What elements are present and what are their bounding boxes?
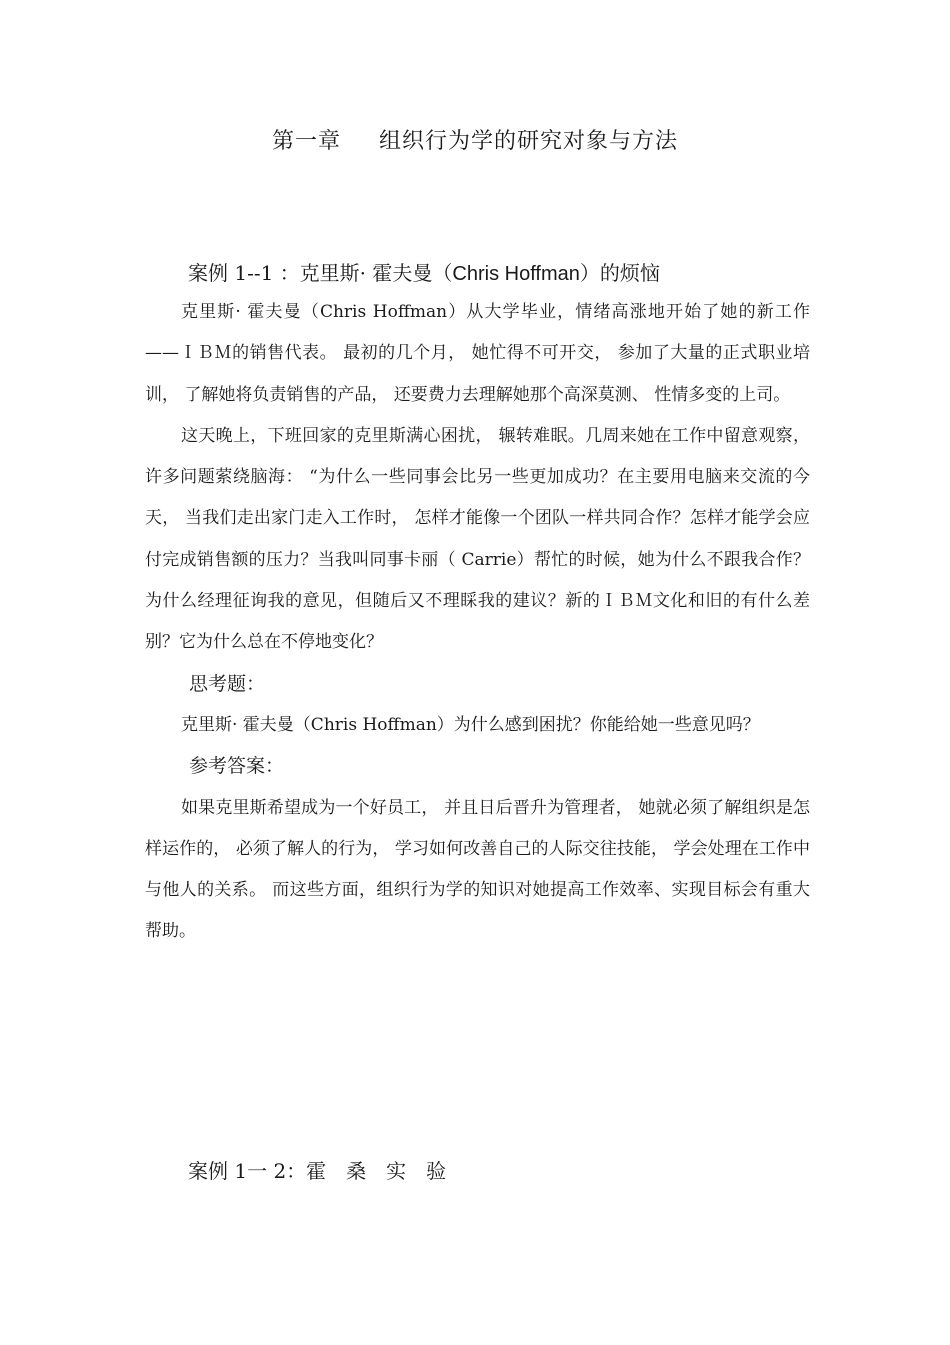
case-1-paragraph-2: 这天晚上，下班回家的克里斯满心困扰， 辗转难眠。几周来她在工作中留意观察，许多问题萦绕脑海： “为什么一些同事会比另一些更加成功？在主要用电脑来交流的今天， 当我们走出家门走入工作时， 怎样才能像一个团队一样共同合作？怎样才能学会应付完成销售额的压力？当我叫同事卡丽（ Carrie）帮忙的时候，她为什么不跟我合作？为什么经理征询我的意见，但随后又不理睬我的建议？新的ＩＢＭ文化和旧的有什么差别？它为什么总在不停地变化？ [145,425,810,653]
question-text: 克里斯· 霍夫曼（Chris Hoffman）为什么感到困扰？你能给她一些意见吗？ [181,714,760,735]
case-2-title: 案例 1一 2：霍 桑 实 验 [188,1159,447,1183]
case-1-paragraph-1: 克里斯· 霍夫曼（Chris Hoffman）从大学毕业，情绪高涨地开始了她的新工作——ＩＢＭ的销售代表。 最初的几个月， 她忙得不可开交， 参加了大量的正式职业培训， 了解她将负责销售的产品， 还要费力去理解她那个高深莫测、 性情多变的上司。 [145,302,810,405]
question-heading: 思考题： [189,672,266,695]
case-1-body [145,292,810,953]
answer-text: 如果克里斯希望成为一个好员工， 并且日后晋升为管理者， 她就必须了解组织是怎样运作的， 必须了解人的行为， 学习如何改善自己的人际交往技能， 学会处理在工作中与他人的关系。 而这些方面，组织行为学的知识对她提高工作效率、实现目标会有重大帮助。 [145,797,810,942]
chapter-heading: 组织行为学的研究对象与方法 [379,129,679,154]
case-1-title-prefix: 案例 1--1 ：克里斯· 霍夫曼（ [188,261,453,285]
chapter-title [0,124,950,155]
case-1-title-name: Chris Hoffman [452,263,580,285]
answer-heading: 参考答案： [189,755,285,778]
case-1-title-suffix: ）的烦恼 [579,261,660,285]
case-1-title [188,257,660,286]
chapter-number: 第一章 [271,129,341,154]
